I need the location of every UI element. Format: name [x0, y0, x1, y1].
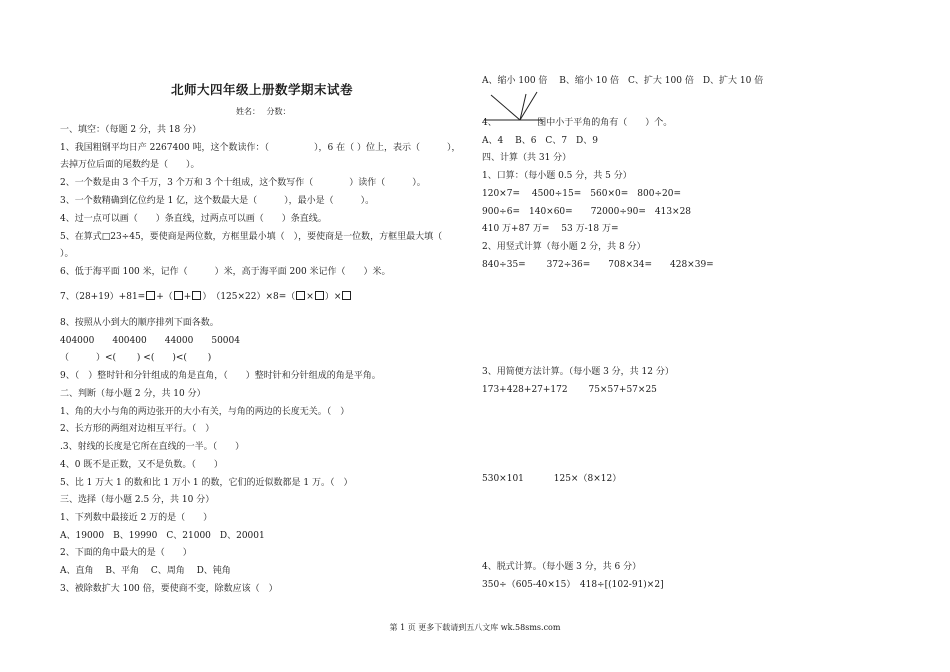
blank-box: [296, 291, 305, 300]
judge-q3: .3、射线的长度是它所在直线的一半。（ ）: [60, 442, 245, 452]
blank-box: [342, 291, 351, 300]
section-judge-heading: 二、判断（每小题 2 分，共 10 分）: [60, 389, 206, 399]
choice-q2-options: A、直角 B、平角 C、周角 D、钝角: [60, 566, 231, 576]
fill-q9: 9、（ ）整时针和分针组成的角是直角，（ ）整时针和分针组成的角是平角。: [60, 371, 381, 381]
fill-q6: 6、低于海平面 100 米，记作（ ）米，高于海平面 200 米记作（ ）米。: [60, 267, 391, 277]
section-fill-heading: 一、填空：（每题 2 分，共 18 分）: [60, 125, 202, 135]
choice-q4: 4、 图中小于平角的角有（ ）个。: [482, 118, 673, 128]
fill-q2: 2、一个数是由 3 个千万，3 个万和 3 个十组成，这个数写作（ ）读作（ ）。: [60, 178, 426, 188]
page-footer: 第 1 页 更多下载请到五八文库 wk.58sms.com: [389, 623, 561, 632]
choice-q3: 3、被除数扩大 100 倍，要使商不变，除数应该（ ）: [60, 584, 278, 594]
calc-simple-heading: 3、用简便方法计算。（每小题 3 分，共 12 分）: [482, 367, 674, 377]
choice-q1: 1、下列数中最接近 2 万的是（ ）: [60, 513, 213, 523]
name-score-line: 姓名： 分数：: [236, 107, 291, 116]
q7-part-e: ×: [306, 292, 314, 302]
blank-box: [315, 291, 324, 300]
blank-box: [192, 291, 201, 300]
section-choice-heading: 三、选择（每小题 2.5 分，共 10 分）: [60, 495, 215, 505]
calc-oral-row3: 410 万+87 万= 53 万-18 万=: [482, 224, 619, 234]
calc-oral-row1: 120×7= 4500÷15= 560×0= 800÷20=: [482, 189, 681, 199]
calc-oral-row2: 900÷6= 140×60= 72000÷90= 413×28: [482, 207, 692, 217]
fill-q4: 4、过一点可以画（ ）条直线，过两点可以画（ ）条直线。: [60, 214, 327, 224]
q7-part-d: ） （125×22）×8=（: [202, 292, 296, 302]
fill-q3: 3、一个数精确到亿位约是 1 亿，这个数最大是（ ），最小是（ ）。: [60, 196, 375, 206]
q7-part-b: +（: [156, 292, 173, 302]
q7-part-f: ）×: [324, 292, 342, 302]
fill-q5-line2: ）。: [60, 249, 74, 259]
judge-q4: 4、0 既不是正数，又不是负数。（ ）: [60, 460, 223, 470]
fill-q1-line2: 去掉万位后面的尾数约是（ ）。: [60, 160, 200, 170]
calc-oral-heading: 1、口算：（每小题 0.5 分，共 5 分）: [482, 171, 632, 181]
judge-q2: 2、长方形的两组对边相互平行。（ ）: [60, 424, 215, 434]
calc-stepwise-heading: 4、脱式计算。（每小题 3 分，共 6 分）: [482, 562, 642, 572]
q7-part-a: 7、（28+19）+81=: [60, 292, 146, 302]
fill-q7: [60, 291, 352, 303]
calc-vertical-row: 840÷35= 372÷36= 708×34= 428×39=: [482, 260, 714, 270]
fill-q1-line1: 1、我国粗钢平均日产 2267400 吨，这个数读作：（ ），6 在（ ）位上，表示（ ），: [60, 143, 461, 153]
calc-vertical-heading: 2、用竖式计算（每小题 2 分，共 8 分）: [482, 242, 646, 252]
calc-simple-row2: 530×101 125×（8×12）: [482, 474, 622, 484]
choice-q1-options: A、19000 B、19990 C、21000 D、20001: [60, 531, 265, 541]
fill-q5-line1: 5、在算式□23÷45，要使商是两位数，方框里最小填（ ），要使商是一位数，方框里最大填（: [60, 232, 443, 242]
choice-q2: 2、下面的角中最大的是（ ）: [60, 548, 192, 558]
fill-q8: 8、按照从小到大的顺序排列下面各数。: [60, 318, 219, 328]
fill-q8-numbers: 404000 400400 44000 50004: [60, 336, 240, 346]
section-calc-heading: 四、计算（共 31 分）: [482, 153, 572, 163]
calc-stepwise-row: 350÷（605-40×15） 418÷[(102-91)×2]: [482, 580, 664, 590]
blank-box: [146, 291, 155, 300]
judge-q1: 1、角的大小与角的两边张开的大小有关，与角的两边的长度无关。（ ）: [60, 407, 350, 417]
judge-q5: 5、比 1 万大 1 的数和比 1 万小 1 的数，它们的近似数都是 1 万。（ ）: [60, 478, 353, 488]
fill-q8-blanks: （ ）<( ) <( )<( ): [60, 353, 212, 363]
choice-q3-options: A、缩小 100 倍 B、缩小 10 倍 C、扩大 100 倍 D、扩大 10 倍: [482, 76, 764, 86]
choice-q4-options: A、4 B、6 C、7 D、9: [482, 136, 598, 146]
calc-simple-row1: 173+428+27+172 75×57+57×25: [482, 385, 657, 395]
q7-part-c: +: [183, 292, 192, 302]
exam-title: 北师大四年级上册数学期末试卷: [170, 82, 353, 97]
blank-box: [174, 291, 183, 300]
